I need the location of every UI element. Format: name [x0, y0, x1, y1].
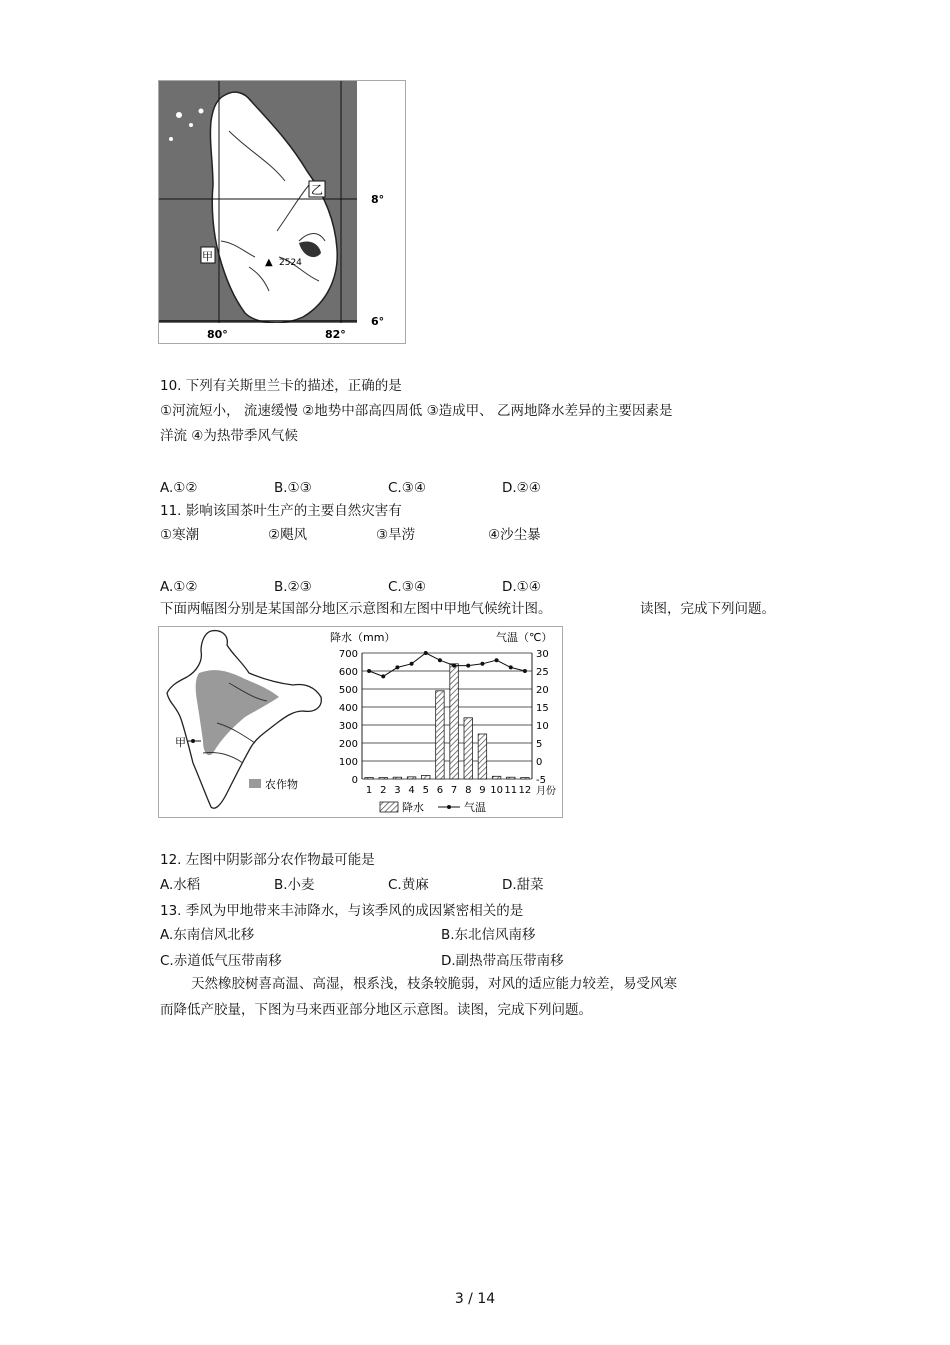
- precip-bar: [521, 778, 530, 779]
- y-left-tick: 600: [338, 667, 358, 678]
- q11-stem: 11. 影响该国茶叶生产的主要自然灾害有: [160, 503, 402, 519]
- label-yi: 乙: [311, 183, 324, 197]
- q10-stem: 10. 下列有关斯里兰卡的描述，正确的是: [160, 378, 402, 394]
- q11-option-a[interactable]: A.①②: [160, 579, 198, 595]
- page-number: 3 / 14: [454, 1291, 496, 1307]
- y-right-tick: 25: [536, 667, 549, 678]
- x-unit: 月份: [536, 786, 556, 797]
- precip-bar: [507, 777, 516, 779]
- temperature-point: [424, 651, 428, 655]
- intro3-line-2: 而降低产胶量，下图为马来西亚部分地区示意图。读图，完成下列问题。: [160, 1002, 592, 1018]
- latitude-8: 8°: [371, 193, 385, 206]
- precip-bar: [464, 718, 473, 779]
- y-right-tick: 30: [536, 649, 549, 660]
- precip-bar: [478, 734, 487, 779]
- q11-option-c[interactable]: C.③④: [388, 579, 426, 595]
- longitude-82: 82°: [325, 328, 346, 341]
- y-right-tick: 20: [536, 685, 549, 696]
- longitude-80: 80°: [207, 328, 228, 341]
- q13-stem: 13. 季风为甲地带来丰沛降水，与该季风的成因紧密相关的是: [160, 903, 524, 919]
- y-left-tick: 200: [338, 739, 358, 750]
- peak-elevation: 2524: [279, 258, 302, 268]
- x-tick: 4: [408, 785, 415, 796]
- x-tick: 12: [518, 785, 532, 796]
- y-title-right: 气温（℃）: [496, 631, 553, 644]
- y-right-tick: 15: [536, 703, 549, 714]
- legend-temp-label: 气温: [464, 801, 486, 814]
- x-tick: 3: [394, 785, 401, 796]
- q12-option-d[interactable]: D.甜菜: [502, 877, 544, 893]
- q11-choice-1: ①寒潮: [160, 527, 200, 543]
- x-tick: 10: [490, 785, 503, 796]
- q11-option-b[interactable]: B.②③: [274, 579, 312, 595]
- climate-chart: [326, 626, 563, 818]
- q11-choice-2: ②飓风: [268, 527, 308, 543]
- q12-stem: 12. 左图中阴影部分农作物最可能是: [160, 852, 375, 868]
- q10-option-d[interactable]: D.②④: [502, 480, 541, 496]
- india-outline: [167, 631, 321, 809]
- q10-option-c[interactable]: C.③④: [388, 480, 426, 496]
- q12-option-b[interactable]: B.小麦: [274, 877, 315, 893]
- legend-crop-swatch: [249, 779, 261, 788]
- precip-bar: [436, 691, 445, 779]
- peak-triangle-icon: ▲: [265, 257, 273, 268]
- q11-choice-4: ④沙尘暴: [488, 527, 541, 543]
- temperature-point: [495, 658, 499, 662]
- temperature-point: [480, 662, 484, 666]
- x-tick: 6: [436, 785, 444, 796]
- x-tick: 5: [422, 785, 429, 796]
- q11-choice-3: ③旱涝: [376, 527, 416, 543]
- legend-crop-label: 农作物: [265, 778, 298, 791]
- q10-statement-line-1: ①河流短小， 流速缓慢 ②地势中部高四周低 ③造成甲、 乙两地降水差异的主要因素是: [160, 403, 673, 419]
- y-left-tick: 500: [338, 685, 358, 696]
- y-right-tick: 10: [536, 721, 549, 732]
- precip-bar: [407, 777, 416, 779]
- temperature-point: [523, 669, 527, 673]
- q13-option-c[interactable]: C.赤道低气压带南移: [160, 953, 282, 969]
- q12-option-a[interactable]: A.水稻: [160, 877, 201, 893]
- x-tick: 8: [465, 785, 472, 796]
- y-title-left: 降水（mm）: [330, 631, 396, 644]
- temperature-point: [395, 665, 399, 669]
- precip-bar: [450, 664, 459, 779]
- precip-bar: [393, 777, 402, 779]
- y-left-tick: 0: [351, 775, 358, 786]
- intro2-right: 读图，完成下列问题。: [640, 601, 775, 617]
- intro2-left: 下面两幅图分别是某国部分地区示意图和左图中甲地气候统计图。: [160, 601, 552, 617]
- q10-option-b[interactable]: B.①③: [274, 480, 312, 496]
- y-left-tick: 700: [338, 649, 358, 660]
- temperature-point: [367, 669, 371, 673]
- q13-option-d[interactable]: D.副热带高压带南移: [441, 953, 564, 969]
- intro3-line-1: 天然橡胶树喜高温、高湿，根系浅，枝条较脆弱，对风的适应能力较差，易受风寒: [191, 976, 677, 992]
- y-right-tick: 5: [536, 739, 543, 750]
- x-tick: 11: [504, 785, 518, 796]
- india-map: [158, 626, 328, 818]
- x-tick: 1: [365, 785, 373, 796]
- label-jia: 甲: [202, 250, 213, 263]
- y-left-tick: 100: [338, 757, 358, 768]
- y-right-tick: -5: [536, 775, 546, 786]
- precip-bar: [379, 778, 388, 779]
- q13-option-a[interactable]: A.东南信风北移: [160, 927, 255, 943]
- label-jia-india: 甲: [175, 736, 186, 749]
- q11-option-d[interactable]: D.①④: [502, 579, 541, 595]
- y-right-tick: 0: [536, 757, 543, 768]
- x-tick: 7: [450, 785, 458, 796]
- temperature-point: [438, 658, 442, 662]
- precip-bar: [492, 776, 501, 779]
- precip-bar: [365, 778, 374, 779]
- legend-precip-label: 降水: [402, 801, 424, 814]
- temperature-point: [509, 665, 513, 669]
- legend-temp-dot: [447, 805, 451, 809]
- q12-option-c[interactable]: C.黄麻: [388, 877, 429, 893]
- temperature-point: [466, 664, 470, 668]
- precip-bar: [422, 775, 431, 779]
- temperature-point: [452, 664, 456, 668]
- y-left-tick: 400: [338, 703, 358, 714]
- sri-lanka-map: [158, 80, 406, 344]
- latitude-6: 6°: [371, 315, 385, 328]
- temperature-point: [410, 662, 414, 666]
- q10-statement-line-2: 洋流 ④为热带季风气候: [160, 428, 298, 444]
- y-left-tick: 300: [338, 721, 358, 732]
- q13-option-b[interactable]: B.东北信风南移: [441, 927, 536, 943]
- temperature-line: [369, 653, 525, 676]
- legend-precip-swatch: [380, 802, 398, 812]
- temperature-point: [381, 674, 385, 678]
- x-tick: 9: [479, 785, 486, 796]
- x-tick: 2: [380, 785, 387, 796]
- q10-option-a[interactable]: A.①②: [160, 480, 198, 496]
